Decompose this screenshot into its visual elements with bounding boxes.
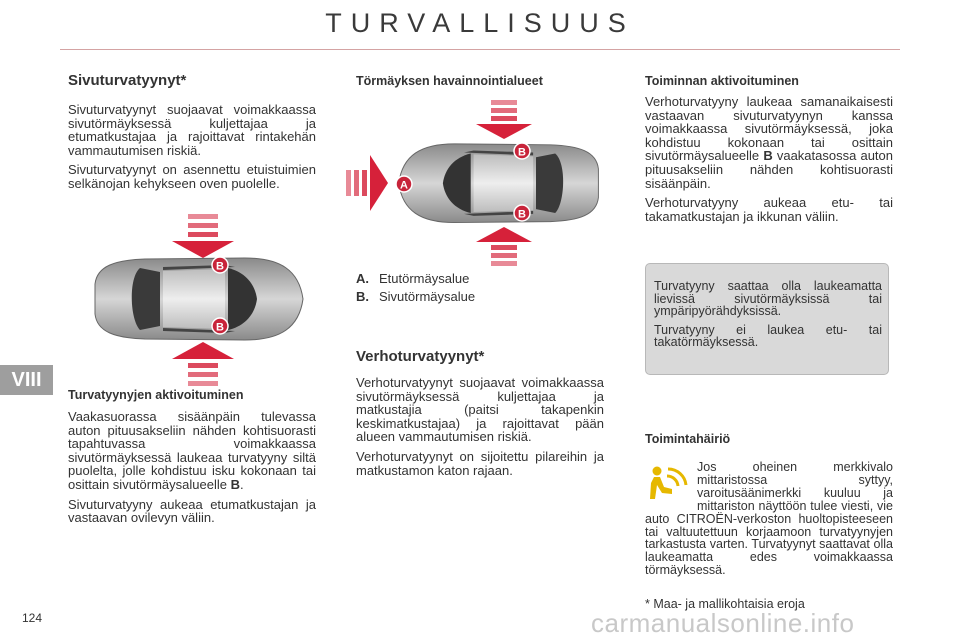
malfunction-heading: Toimintahäiriö bbox=[645, 432, 731, 446]
detection-zones-diagram bbox=[346, 100, 608, 266]
function-activation-section bbox=[645, 74, 893, 229]
activation-paragraph-1: Vaakasuorassa sisäänpäin tulevassa auton pituusakseliin nähden kohtisuorasti tapahtuvassa voimakkaassa sivutörmäyksessä laukeaa turvatyyny siltä puolelta, jolle kohdistuu isku kokonaan tai osittain sivutörmäysalueelle B. bbox=[68, 409, 316, 492]
front-arrow bbox=[346, 155, 388, 211]
zone-b-label-bottom: B bbox=[518, 208, 526, 221]
car-top-view bbox=[399, 144, 599, 223]
malfunction-section bbox=[645, 432, 893, 446]
zone-b-reference: B bbox=[763, 148, 773, 164]
curtain-airbags-heading: Verhoturvatyynyt* bbox=[356, 348, 485, 365]
side-airbags-paragraph-2: Sivuturvatyynyt on asennettu etuistuimien selkänojan kehykseen oven puolelle. bbox=[68, 162, 316, 191]
activation-section bbox=[68, 388, 316, 531]
top-arrow bbox=[476, 100, 532, 139]
malfunction-paragraph: Jos oheinen merkkivalo mittaristossa syttyy, varoitusäänimerkki kuuluu ja mittariston näyttöön tulee viesti, vie auto CITROËN-verkoston huoltopisteeseen tai valtuutettuun korjaamoon turvatyynyjen tarkastusta varten. Turvatyynyt saattavat olla laukeamatta edes voimakkaassa törmäyksessä. bbox=[645, 460, 893, 578]
function-activation-heading: Toiminnan aktivoituminen bbox=[645, 74, 799, 88]
detection-legend bbox=[356, 271, 604, 307]
legend-item-a: A. Etutörmäysalue bbox=[356, 271, 470, 286]
zone-b-reference: B bbox=[230, 476, 240, 492]
side-impact-diagram bbox=[80, 214, 310, 386]
activation-paragraph-2: Sivuturvatyyny aukeaa etumatkustajan ja vastaavan ovilevyn väliin. bbox=[68, 496, 316, 526]
function-activation-paragraph-2: Verhoturvatyyny aukeaa etu- tai takamatkustajan ja ikkunan väliin. bbox=[645, 195, 893, 224]
side-airbags-paragraph-1: Sivuturvatyynyt suojaavat voimakkaassa sivutörmäyksessä kuljettajaa ja etumatkustajaa ja rajoittavat rintakehän vammautumisen riskiä. bbox=[68, 102, 316, 158]
bottom-arrow bbox=[476, 227, 532, 266]
function-activation-paragraph-1: Verhoturvatyyny laukeaa samanaikaisesti vastaavan sivuturvatyynyn kanssa voimakkaassa sivutörmäyksessä, joka kohdistuu kokonaan tai osittain sivutörmäysalueelle B vaakatasossa auton pituusakseliin nähden kohtisuorasti sisäänpäin. bbox=[645, 94, 893, 191]
curtain-airbags-paragraph-2: Verhoturvatyynyt on sijoitettu pilareihin ja matkustamon katon rajaan. bbox=[356, 448, 604, 478]
side-airbags-heading: Sivuturvatyynyt* bbox=[68, 72, 187, 89]
bottom-arrow bbox=[172, 342, 234, 386]
legend-item-b: B. Sivutörmäysalue bbox=[356, 289, 476, 304]
info-box bbox=[645, 263, 889, 375]
activation-heading: Turvatyynyjen aktivoituminen bbox=[68, 388, 244, 402]
curtain-airbags-paragraph-1: Verhoturvatyynyt suojaavat voimakkaassa sivutörmäyksessä kuljettajaa ja matkustajia (paitsi takapenkin keskimatkustajaa) ja rajoittavat pään alueen vammautumisen riskiä. bbox=[356, 375, 604, 445]
detection-section bbox=[356, 74, 604, 88]
zone-a-label: A bbox=[400, 179, 408, 192]
page-number: 124 bbox=[22, 611, 43, 625]
chapter-tab[interactable]: VIII bbox=[0, 365, 53, 395]
watermark: carmanualsonline.info bbox=[591, 608, 855, 638]
zone-b-label-bottom: B bbox=[216, 321, 224, 334]
malfunction-text-wrap bbox=[645, 461, 893, 583]
top-arrow bbox=[172, 214, 234, 258]
side-airbags-section bbox=[68, 72, 316, 197]
zone-b-label-top: B bbox=[518, 146, 526, 159]
info-box-paragraph-2: Turvatyyny ei laukea etu- tai takatörmäyksessä. bbox=[654, 322, 882, 349]
detection-heading: Törmäyksen havainnointialueet bbox=[356, 74, 543, 88]
zone-b-label-top: B bbox=[216, 260, 224, 273]
curtain-airbags-section bbox=[356, 348, 604, 483]
title-divider bbox=[60, 49, 900, 50]
footnote: * Maa- ja mallikohtaisia eroja bbox=[645, 597, 805, 611]
info-box-paragraph-1: Turvatyyny saattaa olla laukeamatta lievissä sivutörmäyksissä tai ympäripyörähdyksissä. bbox=[654, 279, 882, 318]
car-top-view bbox=[95, 258, 303, 340]
page-title: TURVALLISUUS bbox=[325, 8, 635, 38]
